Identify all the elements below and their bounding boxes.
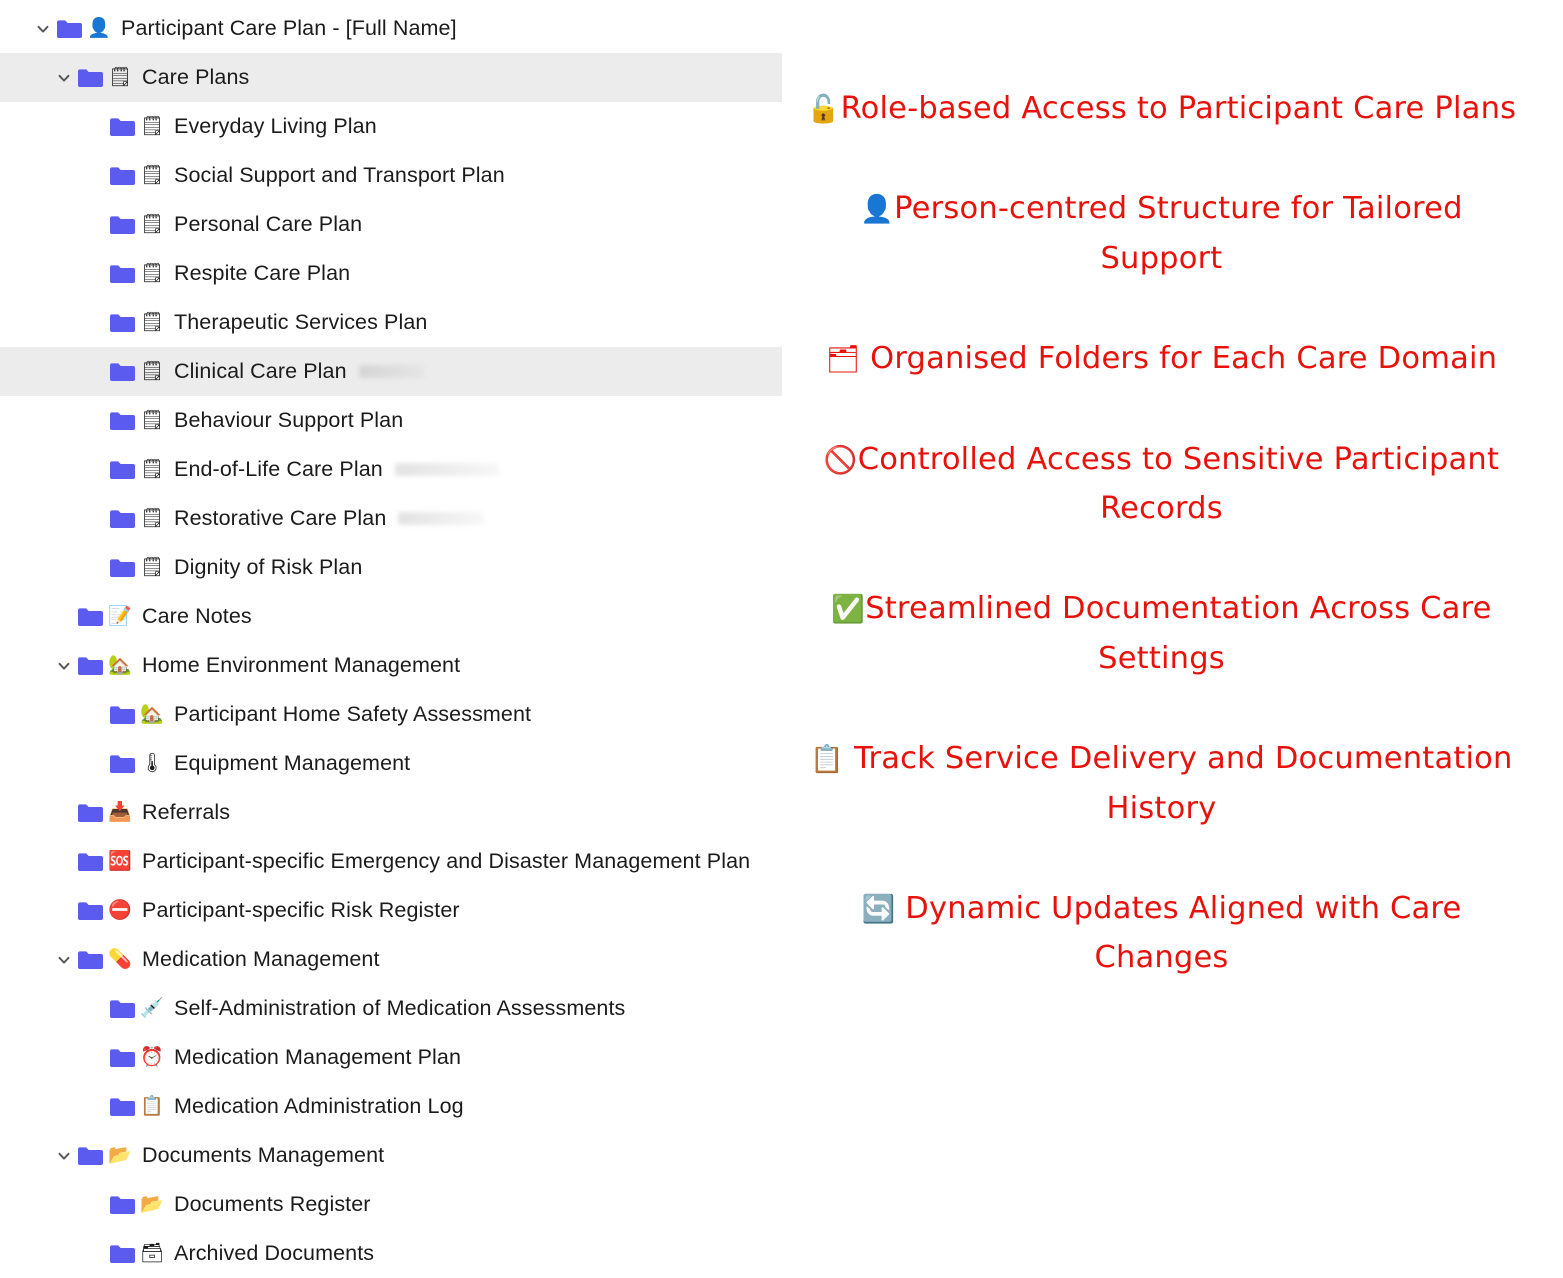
feature-item [806,734,1517,833]
tree-node[interactable] [0,1229,782,1278]
folder-icon [107,999,137,1019]
feature-item [806,435,1517,534]
folder-icon [54,19,84,39]
tree-node[interactable] [0,935,782,984]
tree-node[interactable] [0,984,782,1033]
feature-item [806,184,1517,283]
feature-list-panel [782,0,1563,1250]
sos-icon: 🆘 [108,851,132,872]
blurred-artifact [395,463,499,476]
document-list-icon: 🗒 [139,214,165,235]
tree-node[interactable] [0,445,782,494]
document-list-icon: 🗒 [139,557,165,578]
folder-icon [107,264,137,284]
feature-item-text: Track Service Delivery and Documentation History [844,741,1513,826]
folder-icon [107,313,137,333]
tree-node[interactable] [0,249,782,298]
tree-node[interactable] [0,102,782,151]
chevron-down-icon[interactable] [53,659,75,673]
tree-node-label: Medication Management Plan [174,1045,462,1069]
tree-node[interactable] [0,690,782,739]
card-index-dividers-icon: 🗂 [825,344,861,376]
feature-item [806,84,1517,133]
tree-node-label: Personal Care Plan [174,212,363,236]
folder-icon [107,215,137,235]
tree-node-label: Therapeutic Services Plan [174,310,428,334]
tree-node-label: Respite Care Plan [174,261,351,285]
tree-node-label: Dignity of Risk Plan [174,555,363,579]
tree-node[interactable] [0,1180,782,1229]
folder-icon [107,166,137,186]
tree-node-label: Documents Register [174,1192,371,1216]
archive-box-icon: 🗃 [139,1243,165,1264]
tree-node-label: Equipment Management [174,751,411,775]
tree-node-label: Restorative Care Plan [174,506,387,530]
folder-icon [75,950,105,970]
tree-node-label: Clinical Care Plan [174,359,347,383]
tree-node-label: Participant Care Plan - [Full Name] [121,16,457,40]
feature-item-text: Controlled Access to Sensitive Participant Records [857,441,1500,527]
tree-node[interactable] [0,543,782,592]
thermometer-icon: 🌡 [139,753,165,774]
tree-node[interactable] [0,494,782,543]
person-icon: 👤 [860,194,895,226]
folder-icon [107,558,137,578]
folder-icon [75,1146,105,1166]
house-icon: 🏡 [108,655,132,676]
document-list-icon: 🗒 [139,116,165,137]
folder-tree-panel[interactable] [0,0,782,1265]
house-icon: 🏡 [140,704,164,725]
document-list-icon: 🗒 [139,410,165,431]
folder-icon [107,705,137,725]
tree-node-label: Participant-specific Emergency and Disaster Management Plan [142,849,751,873]
open-folder-icon: 📂 [140,1194,164,1215]
feature-item [806,334,1517,383]
tree-node-label: Behaviour Support Plan [174,408,404,432]
unlocked-padlock-icon: 🔓 [806,94,841,125]
tree-node-label: Medication Administration Log [174,1094,464,1118]
feature-item [806,584,1517,683]
pill-icon: 💊 [108,949,132,970]
tree-node-label: Documents Management [142,1143,385,1167]
document-list-icon: 🗒 [107,67,133,88]
folder-icon [107,117,137,137]
inbox-tray-icon: 📥 [108,802,132,823]
tree-node-label: Archived Documents [174,1241,375,1265]
folder-icon [107,754,137,774]
folder-icon [75,656,105,676]
tree-node[interactable] [0,1082,782,1131]
folder-icon [107,1097,137,1117]
clipboard-icon: 📋 [810,744,845,776]
feature-item-text: Organised Folders for Each Care Domain [860,341,1498,377]
tree-node[interactable] [0,592,782,641]
document-list-icon: 🗒 [139,312,165,333]
tree-node-label: Participant-specific Risk Register [142,898,460,922]
tree-node-label: End-of-Life Care Plan [174,457,383,481]
tree-node[interactable] [0,886,782,935]
folder-icon [107,1048,137,1068]
tree-node[interactable] [0,1131,782,1180]
tree-node[interactable] [0,641,782,690]
syringe-icon: 💉 [140,998,164,1019]
folder-icon [75,901,105,921]
chevron-down-icon[interactable] [53,71,75,85]
tree-node[interactable] [0,347,782,396]
tree-node[interactable] [0,53,782,102]
feature-item-text: Dynamic Updates Aligned with Care Changes [895,891,1462,976]
folder-icon [107,362,137,382]
feature-item [806,884,1517,983]
folder-icon [107,1244,137,1264]
document-list-icon: 🗒 [139,459,165,480]
tree-node-label: Care Notes [142,604,252,628]
refresh-icon: 🔄 [861,894,896,926]
tree-node-label: Medication Management [142,947,380,971]
folder-icon [75,803,105,823]
prohibited-icon: 🚫 [823,444,858,476]
tree-node-label: Referrals [142,800,231,824]
tree-node[interactable] [0,739,782,788]
tree-node[interactable] [0,788,782,837]
chevron-down-icon[interactable] [32,22,54,36]
folder-icon [75,852,105,872]
feature-item-text: Role-based Access to Participant Care Plans [840,91,1517,126]
tree-node-label: Participant Home Safety Assessment [174,702,532,726]
chevron-down-icon[interactable] [53,953,75,967]
note-edit-icon: 📝 [108,606,132,627]
folder-icon [107,1195,137,1215]
open-folder-icon: 📂 [108,1145,132,1166]
folder-icon [107,509,137,529]
folder-icon [107,411,137,431]
document-list-icon: 🗒 [139,165,165,186]
folder-icon [107,460,137,480]
tree-node[interactable] [0,1033,782,1082]
tree-node-label: Care Plans [142,65,250,89]
tree-node[interactable] [0,396,782,445]
document-list-icon: 🗒 [139,361,165,382]
tree-node[interactable] [0,200,782,249]
document-list-icon: 🗒 [139,263,165,284]
tree-node[interactable] [0,298,782,347]
clipboard-icon: 📋 [140,1096,164,1117]
tree-node[interactable] [0,151,782,200]
tree-node-label: Social Support and Transport Plan [174,163,505,187]
tree-node[interactable] [0,4,782,53]
chevron-down-icon[interactable] [53,1149,75,1163]
tree-node-label: Everyday Living Plan [174,114,377,138]
tree-node[interactable] [0,837,782,886]
folder-icon [75,68,105,88]
check-mark-icon: ✅ [831,594,866,626]
feature-item-text: Streamlined Documentation Across Care Settings [865,591,1492,676]
prohibited-icon: ⛔ [108,900,132,921]
person-icon: 👤 [87,18,111,39]
document-list-icon: 🗒 [139,508,165,529]
alarm-clock-icon: ⏰ [140,1047,164,1068]
blurred-artifact [359,365,425,378]
tree-node-label: Self-Administration of Medication Assessments [174,996,626,1020]
tree-node-label: Home Environment Management [142,653,461,677]
blurred-artifact [398,512,484,525]
feature-item-text: Person-centred Structure for Tailored Support [894,191,1463,276]
folder-icon [75,607,105,627]
